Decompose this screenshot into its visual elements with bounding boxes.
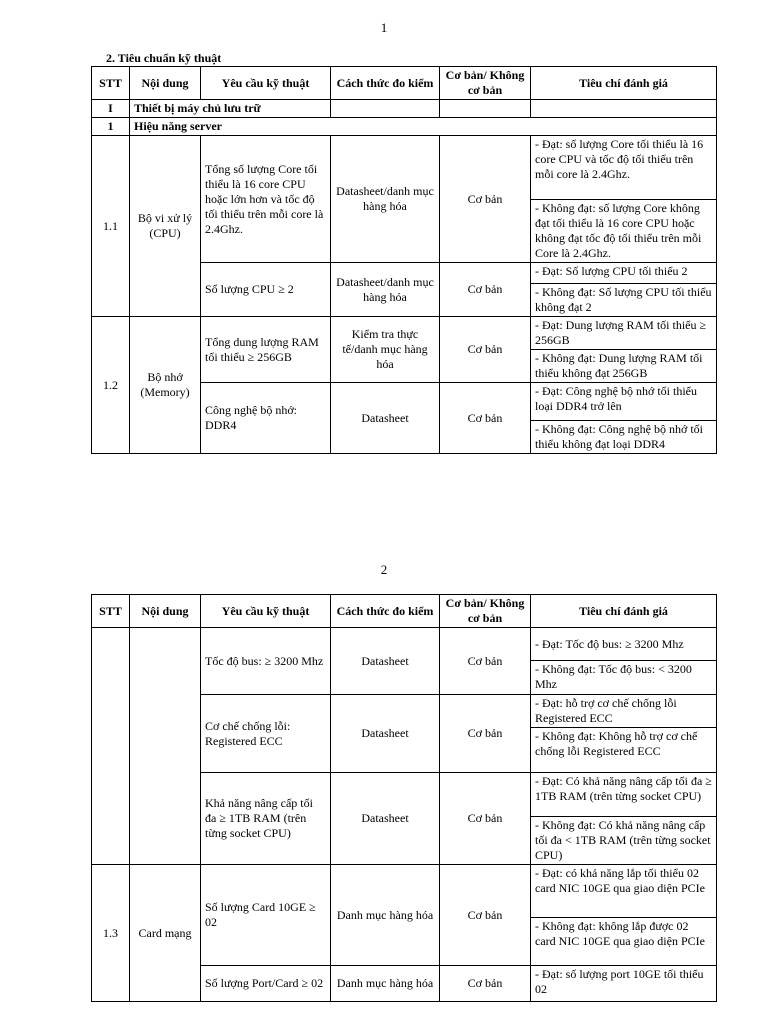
row-requirement: Số lượng CPU ≥ 2 xyxy=(201,263,331,317)
row-basic: Cơ bản xyxy=(440,628,531,695)
row-stt: 1.3 xyxy=(92,865,130,1002)
row-requirement: Cơ chế chống lỗi: Registered ECC xyxy=(201,695,331,773)
row-content: Card mạng xyxy=(130,865,201,1002)
subgroup-row xyxy=(92,118,717,136)
empty-cell xyxy=(531,100,717,118)
table-row xyxy=(92,317,717,350)
row-requirement: Tổng dung lượng RAM tối thiểu ≥ 256GB xyxy=(201,317,331,383)
row-method: Datasheet xyxy=(331,383,440,454)
group-stt: I xyxy=(92,100,130,118)
header-criteria: Tiêu chí đánh giá xyxy=(531,67,717,100)
table-row xyxy=(92,136,717,200)
criteria-pass: - Đạt: số lượng Core tối thiểu là 16 core CPU và tốc độ tối thiểu trên mỗi core là 2.4Ghz. xyxy=(531,136,717,200)
row-stt: 1.1 xyxy=(92,136,130,317)
row-method: Datasheet/danh mục hàng hóa xyxy=(331,263,440,317)
criteria-pass: - Đạt: Tốc độ bus: ≥ 3200 Mhz xyxy=(531,628,717,661)
row-method: Datasheet xyxy=(331,695,440,773)
criteria-pass: - Đạt: Số lượng CPU tối thiểu 2 xyxy=(531,263,717,284)
criteria-pass: - Đạt: có khả năng lắp tối thiểu 02 card NIC 10GE qua giao diện PCIe xyxy=(531,865,717,918)
table-row xyxy=(92,628,717,661)
row-basic: Cơ bản xyxy=(440,773,531,865)
row-requirement: Khả năng nâng cấp tối đa ≥ 1TB RAM (trên từng socket CPU) xyxy=(201,773,331,865)
row-content: Bộ vi xử lý (CPU) xyxy=(130,136,201,317)
criteria-fail: - Không đạt: Công nghệ bộ nhớ tối thiểu không đạt loại DDR4 xyxy=(531,421,717,454)
subgroup-stt: 1 xyxy=(92,118,130,136)
row-method: Danh mục hàng hóa xyxy=(331,966,440,1002)
row-basic: Cơ bản xyxy=(440,865,531,966)
row-content xyxy=(130,628,201,865)
row-basic: Cơ bản xyxy=(440,383,531,454)
row-method: Datasheet/danh mục hàng hóa xyxy=(331,136,440,263)
header-criteria: Tiêu chí đánh giá xyxy=(531,595,717,628)
criteria-pass: - Đạt: Có khả năng nâng cấp tối đa ≥ 1TB RAM (trên từng socket CPU) xyxy=(531,773,717,817)
empty-cell xyxy=(440,100,531,118)
row-basic: Cơ bản xyxy=(440,317,531,383)
criteria-pass: - Đạt: hỗ trợ cơ chế chống lỗi Registered ECC xyxy=(531,695,717,728)
table-header-row xyxy=(92,595,717,628)
criteria-pass: - Đạt: Dung lượng RAM tối thiểu ≥ 256GB xyxy=(531,317,717,350)
header-method: Cách thức đo kiểm xyxy=(331,67,440,100)
criteria-fail: - Không đạt: Có khả năng nâng cấp tối đa < 1TB RAM (trên từng socket CPU) xyxy=(531,817,717,865)
criteria-fail: - Không đạt: Dung lượng RAM tối thiểu không đạt 256GB xyxy=(531,350,717,383)
empty-cell xyxy=(331,100,440,118)
header-basic: Cơ bản/ Không cơ bản xyxy=(440,67,531,100)
row-stt: 1.2 xyxy=(92,317,130,454)
row-content: Bộ nhớ (Memory) xyxy=(130,317,201,454)
header-content: Nội dung xyxy=(130,67,201,100)
row-basic: Cơ bản xyxy=(440,966,531,1002)
header-method: Cách thức đo kiểm xyxy=(331,595,440,628)
row-basic: Cơ bản xyxy=(440,263,531,317)
row-requirement: Tổng số lượng Core tối thiểu là 16 core CPU hoặc lớn hơn và tốc độ tối thiểu trên mỗi core là 2.4Ghz. xyxy=(201,136,331,263)
row-requirement: Số lượng Port/Card ≥ 02 xyxy=(201,966,331,1002)
spec-table-page-2 xyxy=(91,594,717,1002)
criteria-pass: - Đạt: số lượng port 10GE tối thiểu 02 xyxy=(531,966,717,1002)
row-method: Datasheet xyxy=(331,773,440,865)
row-requirement: Tốc độ bus: ≥ 3200 Mhz xyxy=(201,628,331,695)
section-title: 2. Tiêu chuẩn kỹ thuật xyxy=(106,51,222,65)
table-row xyxy=(92,865,717,918)
row-method: Danh mục hàng hóa xyxy=(331,865,440,966)
header-requirement: Yêu cầu kỹ thuật xyxy=(201,67,331,100)
criteria-fail: - Không đạt: Không hỗ trợ cơ chế chống lỗi Registered ECC xyxy=(531,728,717,773)
header-basic: Cơ bản/ Không cơ bản xyxy=(440,595,531,628)
page-number: 2 xyxy=(380,562,388,577)
header-stt: STT xyxy=(92,67,130,100)
header-stt: STT xyxy=(92,595,130,628)
header-content: Nội dung xyxy=(130,595,201,628)
row-requirement: Công nghệ bộ nhớ: DDR4 xyxy=(201,383,331,454)
criteria-pass: - Đạt: Công nghệ bộ nhớ tối thiểu loại DDR4 trở lên xyxy=(531,383,717,421)
criteria-fail: - Không đạt: Tốc độ bus: < 3200 Mhz xyxy=(531,661,717,695)
criteria-fail: - Không đạt: không lắp được 02 card NIC 10GE qua giao diện PCIe xyxy=(531,918,717,966)
row-requirement: Số lượng Card 10GE ≥ 02 xyxy=(201,865,331,966)
subgroup-name: Hiệu năng server xyxy=(130,118,717,136)
row-method: Kiểm tra thực tế/danh mục hàng hóa xyxy=(331,317,440,383)
criteria-fail: - Không đạt: số lượng Core không đạt tối thiểu là 16 core CPU hoặc không đạt tốc độ tối thiểu trên mỗi Core là 2.4Ghz. xyxy=(531,200,717,263)
spec-table-page-1 xyxy=(91,66,717,454)
criteria-fail: - Không đạt: Số lượng CPU tối thiểu không đạt 2 xyxy=(531,284,717,317)
header-requirement: Yêu cầu kỹ thuật xyxy=(201,595,331,628)
row-stt xyxy=(92,628,130,865)
group-row xyxy=(92,100,717,118)
page-number: 1 xyxy=(380,20,388,35)
row-method: Datasheet xyxy=(331,628,440,695)
row-basic: Cơ bản xyxy=(440,695,531,773)
table-header-row xyxy=(92,67,717,100)
row-basic: Cơ bản xyxy=(440,136,531,263)
group-name: Thiết bị máy chủ lưu trữ xyxy=(130,100,331,118)
